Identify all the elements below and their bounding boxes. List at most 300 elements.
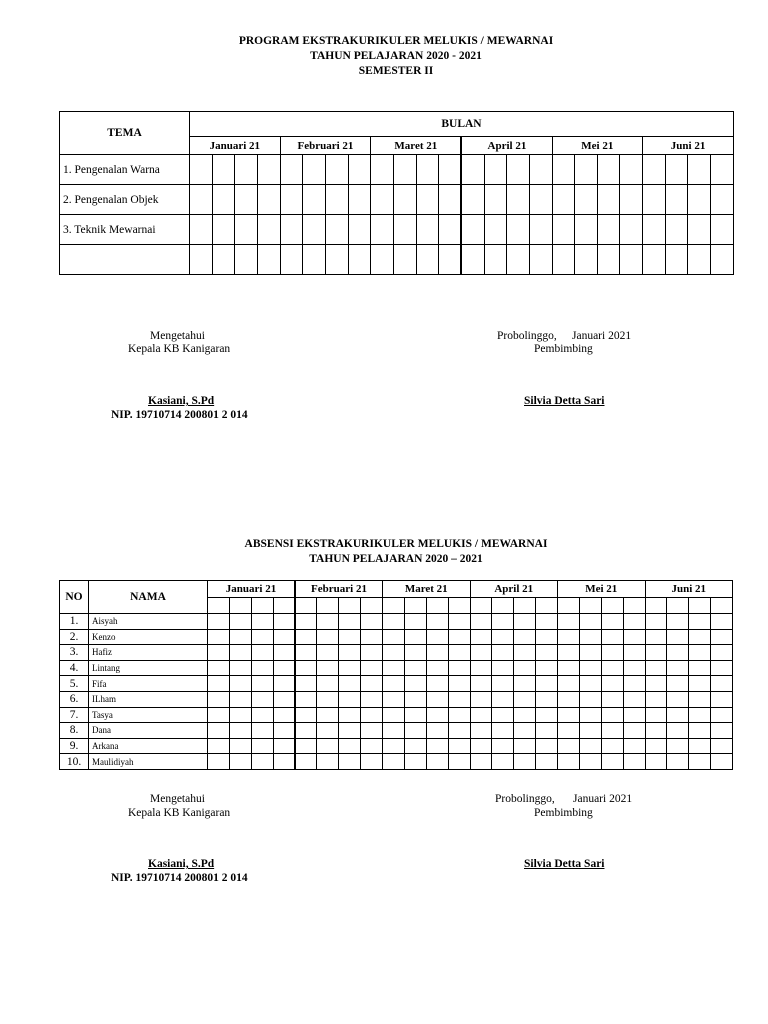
- schedule-cell[interactable]: [484, 155, 507, 185]
- attendance-cell[interactable]: [645, 676, 667, 692]
- attendance-cell[interactable]: [558, 691, 580, 707]
- attendance-cell[interactable]: [689, 723, 711, 739]
- attendance-cell[interactable]: [208, 660, 230, 676]
- attendance-cell[interactable]: [689, 660, 711, 676]
- attendance-cell[interactable]: [273, 707, 295, 723]
- attendance-cell[interactable]: [208, 645, 230, 661]
- attendance-cell[interactable]: [536, 614, 558, 630]
- attendance-cell[interactable]: [361, 707, 383, 723]
- attendance-cell[interactable]: [514, 707, 536, 723]
- schedule-cell[interactable]: [461, 215, 484, 245]
- attendance-cell[interactable]: [383, 707, 405, 723]
- schedule-cell[interactable]: [665, 185, 688, 215]
- schedule-cell[interactable]: [507, 245, 530, 275]
- attendance-cell[interactable]: [645, 738, 667, 754]
- attendance-cell[interactable]: [404, 645, 426, 661]
- attendance-cell[interactable]: [339, 676, 361, 692]
- schedule-cell[interactable]: [665, 245, 688, 275]
- attendance-cell[interactable]: [514, 645, 536, 661]
- attendance-cell[interactable]: [317, 629, 339, 645]
- attendance-cell[interactable]: [645, 754, 667, 770]
- attendance-cell[interactable]: [383, 660, 405, 676]
- schedule-cell[interactable]: [190, 245, 213, 275]
- attendance-cell[interactable]: [514, 660, 536, 676]
- schedule-cell[interactable]: [212, 245, 235, 275]
- attendance-cell[interactable]: [492, 676, 514, 692]
- attendance-cell[interactable]: [251, 614, 273, 630]
- schedule-cell[interactable]: [665, 215, 688, 245]
- attendance-cell[interactable]: [689, 645, 711, 661]
- attendance-cell[interactable]: [601, 723, 623, 739]
- schedule-cell[interactable]: [257, 155, 280, 185]
- schedule-cell[interactable]: [280, 245, 303, 275]
- attendance-cell[interactable]: [558, 614, 580, 630]
- attendance-cell[interactable]: [579, 723, 601, 739]
- attendance-cell[interactable]: [426, 676, 448, 692]
- attendance-cell[interactable]: [404, 676, 426, 692]
- attendance-cell[interactable]: [295, 723, 317, 739]
- attendance-cell[interactable]: [711, 614, 733, 630]
- attendance-cell[interactable]: [273, 629, 295, 645]
- attendance-cell[interactable]: [404, 723, 426, 739]
- attendance-cell[interactable]: [317, 660, 339, 676]
- schedule-cell[interactable]: [212, 155, 235, 185]
- attendance-cell[interactable]: [667, 754, 689, 770]
- attendance-cell[interactable]: [514, 691, 536, 707]
- attendance-cell[interactable]: [339, 614, 361, 630]
- schedule-cell[interactable]: [643, 155, 666, 185]
- schedule-cell[interactable]: [303, 215, 326, 245]
- schedule-cell[interactable]: [620, 245, 643, 275]
- attendance-cell[interactable]: [492, 629, 514, 645]
- attendance-cell[interactable]: [383, 645, 405, 661]
- schedule-cell[interactable]: [484, 215, 507, 245]
- attendance-cell[interactable]: [711, 723, 733, 739]
- attendance-cell[interactable]: [229, 614, 251, 630]
- attendance-cell[interactable]: [667, 614, 689, 630]
- schedule-cell[interactable]: [371, 245, 394, 275]
- attendance-cell[interactable]: [711, 738, 733, 754]
- schedule-cell[interactable]: [461, 185, 484, 215]
- attendance-cell[interactable]: [645, 660, 667, 676]
- attendance-cell[interactable]: [492, 691, 514, 707]
- attendance-cell[interactable]: [689, 738, 711, 754]
- attendance-cell[interactable]: [558, 660, 580, 676]
- attendance-cell[interactable]: [448, 629, 470, 645]
- attendance-cell[interactable]: [470, 660, 492, 676]
- attendance-cell[interactable]: [339, 691, 361, 707]
- attendance-cell[interactable]: [623, 660, 645, 676]
- attendance-cell[interactable]: [601, 754, 623, 770]
- attendance-cell[interactable]: [623, 629, 645, 645]
- attendance-cell[interactable]: [579, 660, 601, 676]
- schedule-cell[interactable]: [348, 155, 371, 185]
- attendance-cell[interactable]: [579, 645, 601, 661]
- attendance-cell[interactable]: [404, 660, 426, 676]
- attendance-cell[interactable]: [623, 614, 645, 630]
- attendance-cell[interactable]: [492, 754, 514, 770]
- schedule-cell[interactable]: [325, 185, 348, 215]
- attendance-cell[interactable]: [667, 629, 689, 645]
- schedule-cell[interactable]: [416, 215, 439, 245]
- attendance-cell[interactable]: [426, 707, 448, 723]
- attendance-cell[interactable]: [273, 738, 295, 754]
- schedule-cell[interactable]: [643, 185, 666, 215]
- schedule-cell[interactable]: [711, 155, 734, 185]
- attendance-cell[interactable]: [448, 660, 470, 676]
- attendance-cell[interactable]: [208, 614, 230, 630]
- schedule-cell[interactable]: [393, 155, 416, 185]
- schedule-cell[interactable]: [348, 215, 371, 245]
- attendance-cell[interactable]: [404, 707, 426, 723]
- schedule-cell[interactable]: [303, 155, 326, 185]
- attendance-cell[interactable]: [623, 738, 645, 754]
- attendance-cell[interactable]: [448, 614, 470, 630]
- attendance-cell[interactable]: [229, 738, 251, 754]
- attendance-cell[interactable]: [208, 707, 230, 723]
- attendance-cell[interactable]: [448, 645, 470, 661]
- attendance-cell[interactable]: [295, 676, 317, 692]
- schedule-cell[interactable]: [688, 245, 711, 275]
- schedule-cell[interactable]: [439, 185, 462, 215]
- attendance-cell[interactable]: [514, 723, 536, 739]
- attendance-cell[interactable]: [623, 754, 645, 770]
- attendance-cell[interactable]: [251, 754, 273, 770]
- schedule-cell[interactable]: [325, 155, 348, 185]
- attendance-cell[interactable]: [229, 707, 251, 723]
- attendance-cell[interactable]: [558, 645, 580, 661]
- attendance-cell[interactable]: [711, 629, 733, 645]
- schedule-cell[interactable]: [711, 215, 734, 245]
- attendance-cell[interactable]: [492, 707, 514, 723]
- schedule-cell[interactable]: [643, 245, 666, 275]
- schedule-cell[interactable]: [597, 245, 620, 275]
- attendance-cell[interactable]: [251, 707, 273, 723]
- attendance-cell[interactable]: [339, 660, 361, 676]
- schedule-cell[interactable]: [688, 215, 711, 245]
- attendance-cell[interactable]: [667, 645, 689, 661]
- attendance-cell[interactable]: [711, 754, 733, 770]
- attendance-cell[interactable]: [426, 629, 448, 645]
- attendance-cell[interactable]: [667, 676, 689, 692]
- attendance-cell[interactable]: [229, 660, 251, 676]
- attendance-cell[interactable]: [229, 676, 251, 692]
- schedule-cell[interactable]: [552, 215, 575, 245]
- attendance-cell[interactable]: [645, 691, 667, 707]
- attendance-cell[interactable]: [470, 629, 492, 645]
- attendance-cell[interactable]: [426, 645, 448, 661]
- attendance-cell[interactable]: [273, 723, 295, 739]
- attendance-cell[interactable]: [251, 629, 273, 645]
- attendance-cell[interactable]: [273, 645, 295, 661]
- attendance-cell[interactable]: [470, 614, 492, 630]
- attendance-cell[interactable]: [404, 629, 426, 645]
- attendance-cell[interactable]: [339, 754, 361, 770]
- schedule-cell[interactable]: [393, 245, 416, 275]
- attendance-cell[interactable]: [426, 754, 448, 770]
- attendance-cell[interactable]: [689, 676, 711, 692]
- schedule-cell[interactable]: [529, 215, 552, 245]
- attendance-cell[interactable]: [208, 738, 230, 754]
- schedule-cell[interactable]: [439, 155, 462, 185]
- schedule-cell[interactable]: [190, 185, 213, 215]
- schedule-cell[interactable]: [303, 185, 326, 215]
- attendance-cell[interactable]: [361, 754, 383, 770]
- schedule-cell[interactable]: [257, 185, 280, 215]
- attendance-cell[interactable]: [361, 614, 383, 630]
- attendance-cell[interactable]: [317, 707, 339, 723]
- attendance-cell[interactable]: [536, 629, 558, 645]
- schedule-cell[interactable]: [416, 185, 439, 215]
- attendance-cell[interactable]: [383, 738, 405, 754]
- attendance-cell[interactable]: [623, 723, 645, 739]
- schedule-cell[interactable]: [393, 185, 416, 215]
- attendance-cell[interactable]: [208, 754, 230, 770]
- attendance-cell[interactable]: [470, 691, 492, 707]
- schedule-cell[interactable]: [280, 215, 303, 245]
- attendance-cell[interactable]: [645, 645, 667, 661]
- attendance-cell[interactable]: [536, 707, 558, 723]
- attendance-cell[interactable]: [689, 691, 711, 707]
- attendance-cell[interactable]: [579, 738, 601, 754]
- schedule-cell[interactable]: [597, 185, 620, 215]
- schedule-cell[interactable]: [325, 245, 348, 275]
- attendance-cell[interactable]: [579, 614, 601, 630]
- schedule-cell[interactable]: [507, 185, 530, 215]
- attendance-cell[interactable]: [645, 723, 667, 739]
- schedule-cell[interactable]: [529, 185, 552, 215]
- schedule-cell[interactable]: [665, 155, 688, 185]
- attendance-cell[interactable]: [689, 629, 711, 645]
- attendance-cell[interactable]: [295, 738, 317, 754]
- attendance-cell[interactable]: [404, 754, 426, 770]
- attendance-cell[interactable]: [208, 691, 230, 707]
- schedule-cell[interactable]: [348, 245, 371, 275]
- schedule-cell[interactable]: [348, 185, 371, 215]
- schedule-cell[interactable]: [688, 185, 711, 215]
- attendance-cell[interactable]: [229, 754, 251, 770]
- schedule-cell[interactable]: [280, 185, 303, 215]
- attendance-cell[interactable]: [448, 723, 470, 739]
- schedule-cell[interactable]: [303, 245, 326, 275]
- attendance-cell[interactable]: [295, 691, 317, 707]
- attendance-cell[interactable]: [251, 738, 273, 754]
- attendance-cell[interactable]: [361, 691, 383, 707]
- schedule-cell[interactable]: [393, 215, 416, 245]
- attendance-cell[interactable]: [536, 754, 558, 770]
- attendance-cell[interactable]: [295, 645, 317, 661]
- schedule-cell[interactable]: [575, 155, 598, 185]
- schedule-cell[interactable]: [439, 245, 462, 275]
- attendance-cell[interactable]: [601, 676, 623, 692]
- schedule-cell[interactable]: [439, 215, 462, 245]
- attendance-cell[interactable]: [317, 738, 339, 754]
- attendance-cell[interactable]: [273, 614, 295, 630]
- attendance-cell[interactable]: [229, 723, 251, 739]
- schedule-cell[interactable]: [552, 155, 575, 185]
- attendance-cell[interactable]: [448, 754, 470, 770]
- attendance-cell[interactable]: [470, 754, 492, 770]
- attendance-cell[interactable]: [383, 691, 405, 707]
- attendance-cell[interactable]: [470, 738, 492, 754]
- attendance-cell[interactable]: [317, 676, 339, 692]
- attendance-cell[interactable]: [295, 614, 317, 630]
- attendance-cell[interactable]: [536, 691, 558, 707]
- attendance-cell[interactable]: [601, 645, 623, 661]
- schedule-cell[interactable]: [484, 185, 507, 215]
- attendance-cell[interactable]: [273, 660, 295, 676]
- attendance-cell[interactable]: [623, 707, 645, 723]
- attendance-cell[interactable]: [601, 691, 623, 707]
- schedule-cell[interactable]: [597, 215, 620, 245]
- attendance-cell[interactable]: [317, 645, 339, 661]
- attendance-cell[interactable]: [645, 614, 667, 630]
- attendance-cell[interactable]: [295, 707, 317, 723]
- attendance-cell[interactable]: [317, 754, 339, 770]
- schedule-cell[interactable]: [484, 245, 507, 275]
- schedule-cell[interactable]: [461, 245, 484, 275]
- attendance-cell[interactable]: [448, 707, 470, 723]
- attendance-cell[interactable]: [317, 614, 339, 630]
- attendance-cell[interactable]: [426, 723, 448, 739]
- attendance-cell[interactable]: [404, 614, 426, 630]
- attendance-cell[interactable]: [361, 738, 383, 754]
- attendance-cell[interactable]: [251, 691, 273, 707]
- attendance-cell[interactable]: [470, 707, 492, 723]
- attendance-cell[interactable]: [229, 629, 251, 645]
- schedule-cell[interactable]: [552, 245, 575, 275]
- attendance-cell[interactable]: [711, 707, 733, 723]
- attendance-cell[interactable]: [667, 723, 689, 739]
- attendance-cell[interactable]: [361, 676, 383, 692]
- schedule-cell[interactable]: [575, 245, 598, 275]
- attendance-cell[interactable]: [667, 660, 689, 676]
- attendance-cell[interactable]: [448, 676, 470, 692]
- attendance-cell[interactable]: [492, 723, 514, 739]
- schedule-cell[interactable]: [620, 155, 643, 185]
- attendance-cell[interactable]: [251, 676, 273, 692]
- attendance-cell[interactable]: [251, 723, 273, 739]
- attendance-cell[interactable]: [339, 723, 361, 739]
- attendance-cell[interactable]: [470, 645, 492, 661]
- schedule-cell[interactable]: [212, 185, 235, 215]
- attendance-cell[interactable]: [273, 754, 295, 770]
- attendance-cell[interactable]: [667, 707, 689, 723]
- attendance-cell[interactable]: [317, 723, 339, 739]
- schedule-cell[interactable]: [597, 155, 620, 185]
- schedule-cell[interactable]: [529, 245, 552, 275]
- schedule-cell[interactable]: [575, 185, 598, 215]
- attendance-cell[interactable]: [645, 629, 667, 645]
- attendance-cell[interactable]: [711, 645, 733, 661]
- schedule-cell[interactable]: [280, 155, 303, 185]
- attendance-cell[interactable]: [339, 629, 361, 645]
- attendance-cell[interactable]: [339, 707, 361, 723]
- attendance-cell[interactable]: [339, 645, 361, 661]
- attendance-cell[interactable]: [711, 691, 733, 707]
- attendance-cell[interactable]: [711, 660, 733, 676]
- schedule-cell[interactable]: [325, 215, 348, 245]
- attendance-cell[interactable]: [404, 738, 426, 754]
- attendance-cell[interactable]: [579, 691, 601, 707]
- attendance-cell[interactable]: [361, 645, 383, 661]
- attendance-cell[interactable]: [208, 723, 230, 739]
- attendance-cell[interactable]: [514, 676, 536, 692]
- attendance-cell[interactable]: [339, 738, 361, 754]
- attendance-cell[interactable]: [470, 723, 492, 739]
- attendance-cell[interactable]: [229, 645, 251, 661]
- attendance-cell[interactable]: [623, 676, 645, 692]
- attendance-cell[interactable]: [383, 614, 405, 630]
- schedule-cell[interactable]: [416, 245, 439, 275]
- schedule-cell[interactable]: [507, 155, 530, 185]
- schedule-cell[interactable]: [552, 185, 575, 215]
- attendance-cell[interactable]: [536, 660, 558, 676]
- schedule-cell[interactable]: [507, 215, 530, 245]
- attendance-cell[interactable]: [383, 723, 405, 739]
- attendance-cell[interactable]: [667, 691, 689, 707]
- attendance-cell[interactable]: [383, 754, 405, 770]
- schedule-cell[interactable]: [688, 155, 711, 185]
- attendance-cell[interactable]: [579, 676, 601, 692]
- schedule-cell[interactable]: [235, 215, 258, 245]
- attendance-cell[interactable]: [426, 738, 448, 754]
- schedule-cell[interactable]: [461, 155, 484, 185]
- attendance-cell[interactable]: [601, 738, 623, 754]
- attendance-cell[interactable]: [295, 754, 317, 770]
- attendance-cell[interactable]: [601, 660, 623, 676]
- attendance-cell[interactable]: [667, 738, 689, 754]
- attendance-cell[interactable]: [536, 738, 558, 754]
- attendance-cell[interactable]: [514, 754, 536, 770]
- attendance-cell[interactable]: [361, 660, 383, 676]
- schedule-cell[interactable]: [371, 155, 394, 185]
- attendance-cell[interactable]: [579, 629, 601, 645]
- schedule-cell[interactable]: [235, 185, 258, 215]
- schedule-cell[interactable]: [257, 245, 280, 275]
- schedule-cell[interactable]: [190, 215, 213, 245]
- attendance-cell[interactable]: [251, 660, 273, 676]
- attendance-cell[interactable]: [251, 645, 273, 661]
- attendance-cell[interactable]: [208, 629, 230, 645]
- attendance-cell[interactable]: [558, 738, 580, 754]
- schedule-cell[interactable]: [371, 215, 394, 245]
- attendance-cell[interactable]: [536, 723, 558, 739]
- schedule-cell[interactable]: [257, 215, 280, 245]
- attendance-cell[interactable]: [404, 691, 426, 707]
- attendance-cell[interactable]: [623, 645, 645, 661]
- attendance-cell[interactable]: [273, 676, 295, 692]
- schedule-cell[interactable]: [575, 215, 598, 245]
- schedule-cell[interactable]: [620, 185, 643, 215]
- attendance-cell[interactable]: [208, 676, 230, 692]
- schedule-cell[interactable]: [620, 215, 643, 245]
- attendance-cell[interactable]: [711, 676, 733, 692]
- schedule-cell[interactable]: [212, 215, 235, 245]
- attendance-cell[interactable]: [536, 645, 558, 661]
- attendance-cell[interactable]: [470, 676, 492, 692]
- attendance-cell[interactable]: [492, 614, 514, 630]
- attendance-cell[interactable]: [492, 660, 514, 676]
- attendance-cell[interactable]: [383, 629, 405, 645]
- schedule-cell[interactable]: [371, 185, 394, 215]
- attendance-cell[interactable]: [273, 691, 295, 707]
- attendance-cell[interactable]: [514, 738, 536, 754]
- schedule-cell[interactable]: [416, 155, 439, 185]
- attendance-cell[interactable]: [295, 660, 317, 676]
- attendance-cell[interactable]: [492, 645, 514, 661]
- attendance-cell[interactable]: [558, 707, 580, 723]
